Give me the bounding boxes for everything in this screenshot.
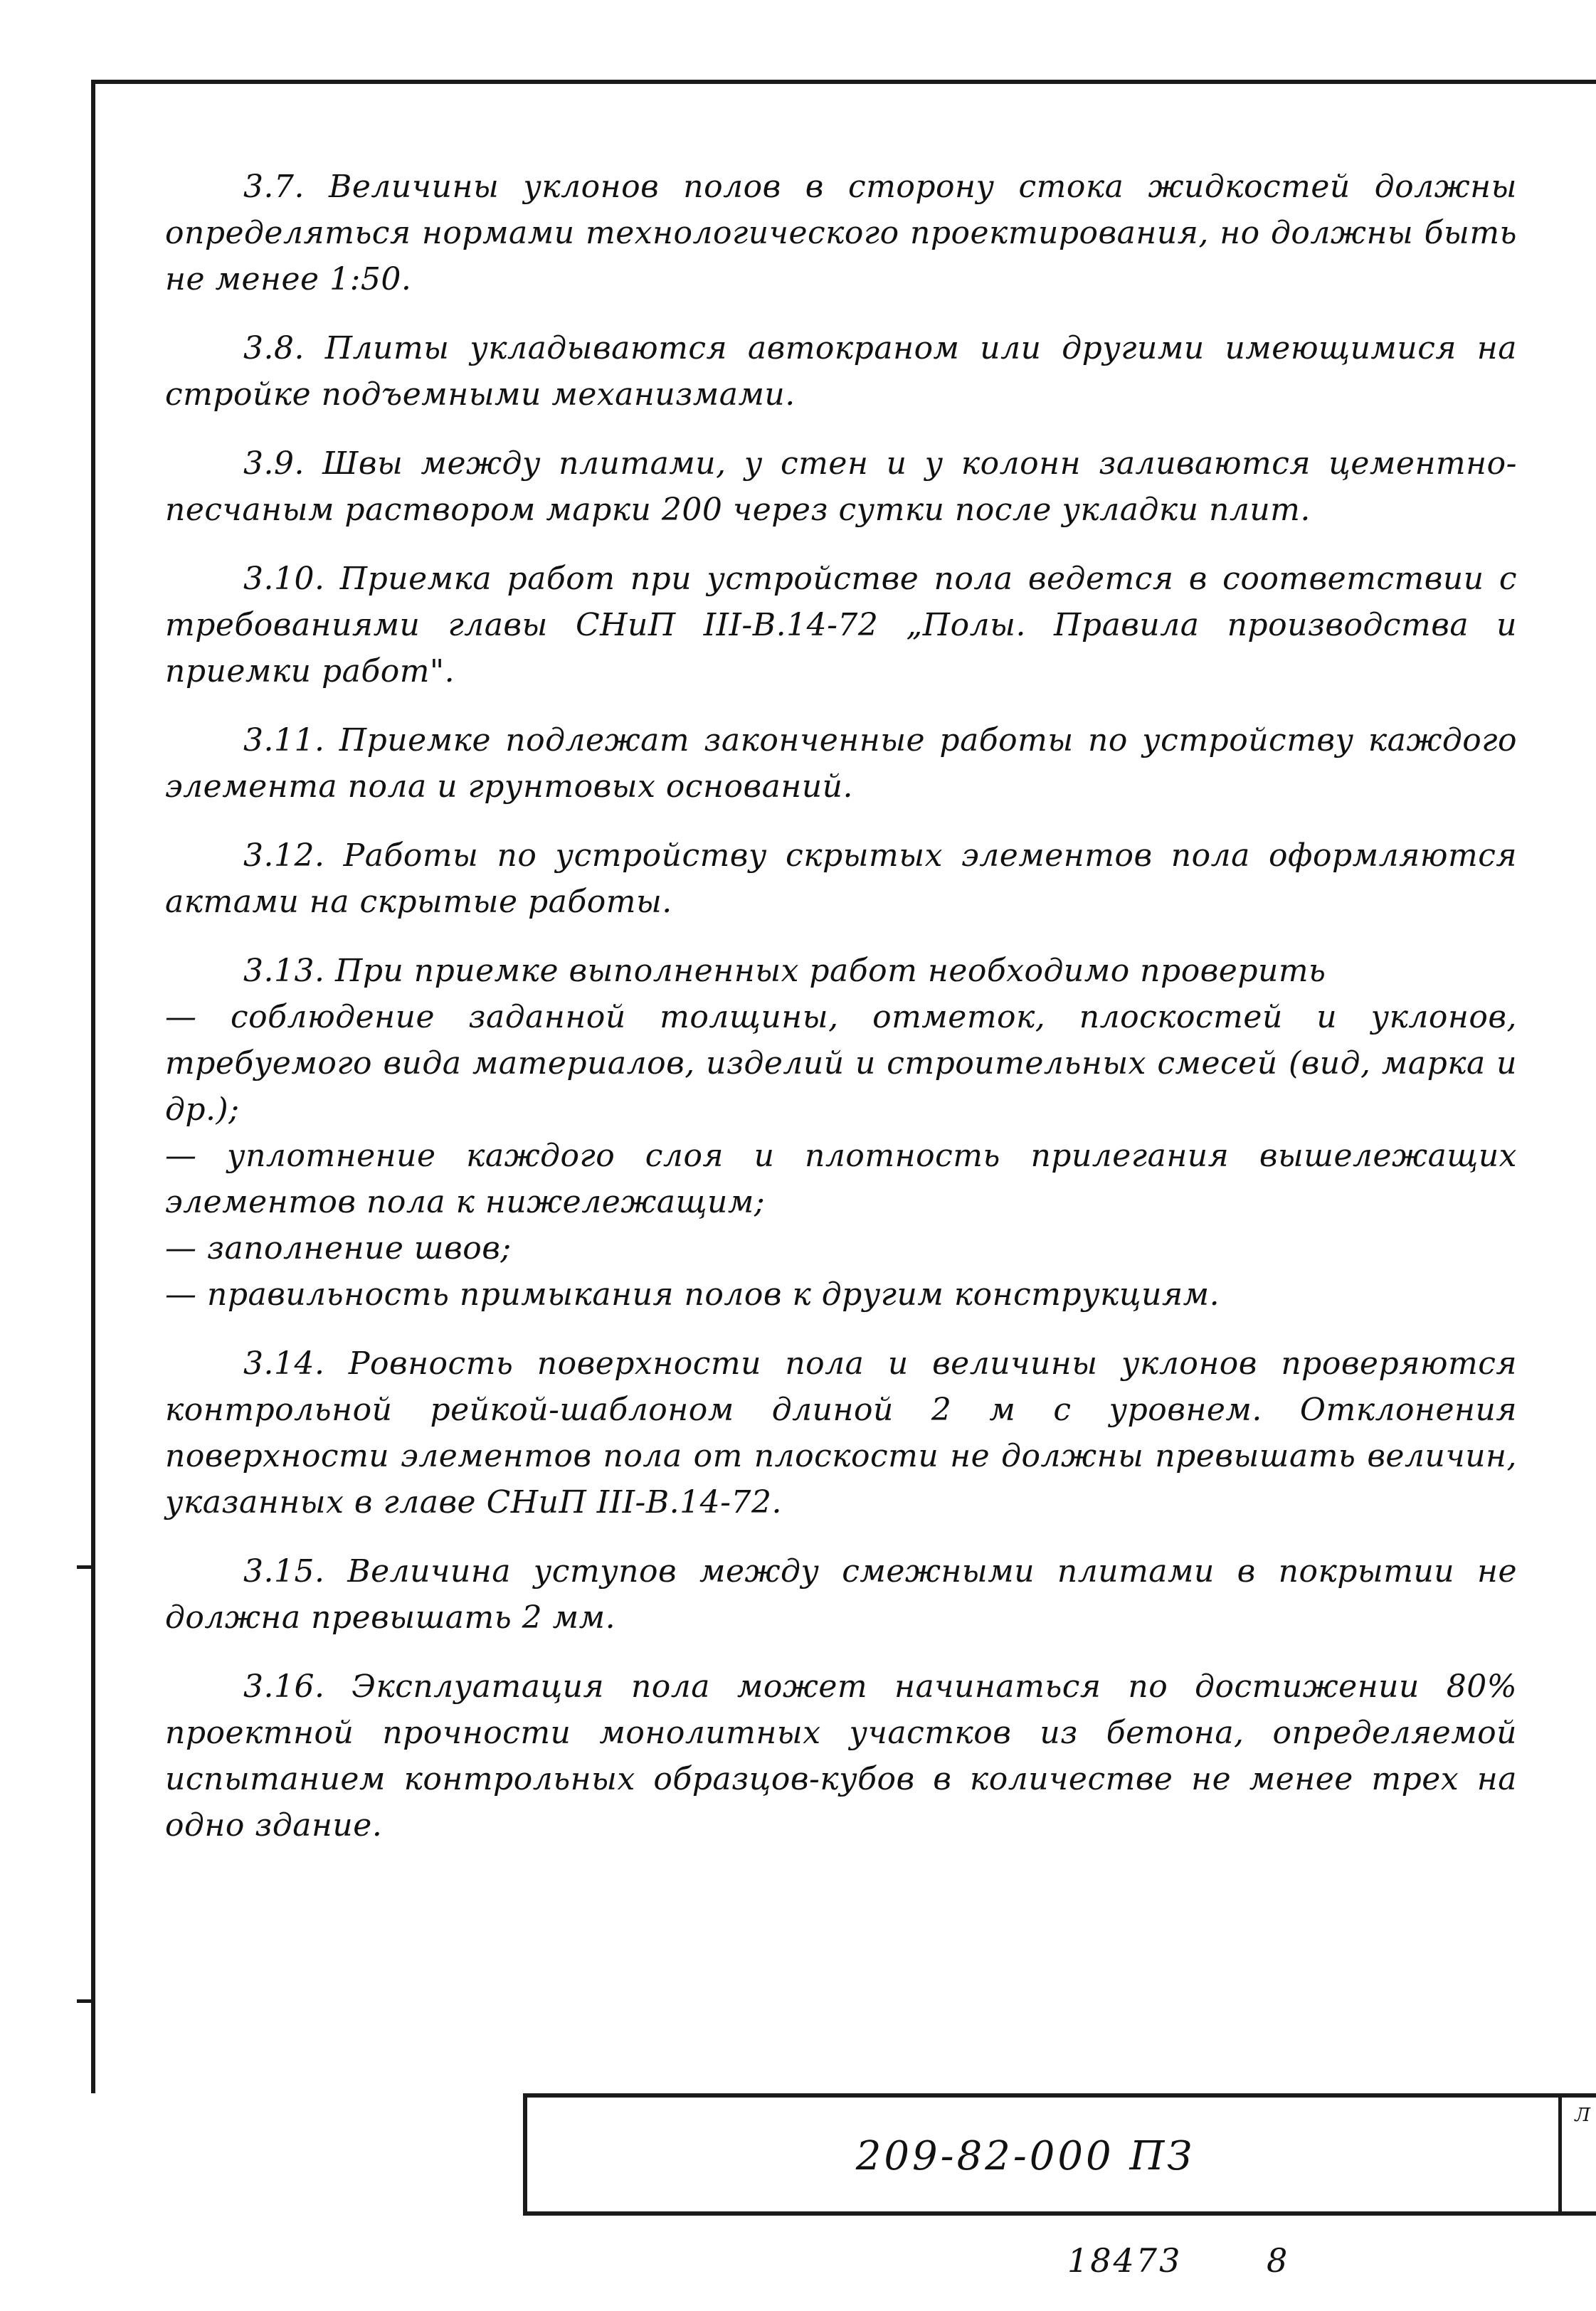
paragraph-3-7: 3.7. Величины уклонов полов в сторону стока жидкостей должны определяться нормами технологического проектирования, но должны быть не менее 1:50. — [165, 169, 1517, 297]
page-number: 8 — [1267, 2241, 1288, 2280]
check-item: — правильность примыкания полов к другим конструкциям. — [165, 1276, 1220, 1313]
check-item: — заполнение швов; — [165, 1230, 512, 1266]
check-item: — уплотнение каждого слоя и плотность прилегания вышележащих элементов пола к нижележащим; — [165, 1138, 1517, 1220]
check-item: — соблюдение заданной толщины, отметок, плоскостей и уклонов, требуемого вида материалов, изделий и строительных смесей (вид, марка и др.); — [165, 999, 1517, 1128]
paragraph-3-12: 3.12. Работы по устройству скрытых элементов пола оформляются актами на скрытые работы. — [165, 837, 1517, 920]
title-block-stamp — [523, 2093, 1596, 2216]
paragraph-3-15: 3.15. Величина уступов между смежными плитами в покрытии не должна превышать 2 мм. — [165, 1553, 1517, 1636]
paragraph-3-8: 3.8. Плиты укладываются автокраном или другими имеющимися на стройке подъемными механизмами. — [165, 330, 1517, 413]
inventory-number: 18473 — [1067, 2241, 1183, 2280]
paragraph-3-16: 3.16. Эксплуатация пола может начинаться по достижении 80% проектной прочности монолитных участков из бетона, определяемой испытанием контрольных образцов-кубов в количестве не менее трех на одно здание. — [165, 1669, 1517, 1844]
stamp-sheet-label: Л — [1575, 2105, 1590, 2126]
paragraph-3-9: 3.9. Швы между плитами, у стен и у колонн заливаются цементно-песчаным раствором марки 200 через сутки после укладки плит. — [165, 445, 1517, 528]
paragraph-3-10: 3.10. Приемка работ при устройстве пола ведется в соответствии с требованиями главы СНиП III-В.14-72 „Полы. Правила производства и приемки работ". — [165, 561, 1517, 689]
margin-tick — [77, 1999, 95, 2003]
margin-tick — [77, 1565, 95, 1569]
document-code: 209-82-000 ПЗ — [855, 2133, 1195, 2179]
document-body — [165, 164, 1517, 1871]
stamp-divider — [1558, 2098, 1562, 2211]
paragraph-3-14: 3.14. Ровность поверхности пола и величины уклонов проверяются контрольной рейкой-шаблоном длиной 2 м с уровнем. Отклонения поверхности элементов пола от плоскости не должны превышать величин, указанных в главе СНиП III-В.14-72. — [165, 1345, 1517, 1521]
paragraph-3-11: 3.11. Приемке подлежат законченные работы по устройству каждого элемента пола и грунтовых оснований. — [165, 722, 1517, 805]
paragraph-3-13-intro: 3.13. При приемке выполненных работ необходимо проверить — [243, 953, 1326, 989]
